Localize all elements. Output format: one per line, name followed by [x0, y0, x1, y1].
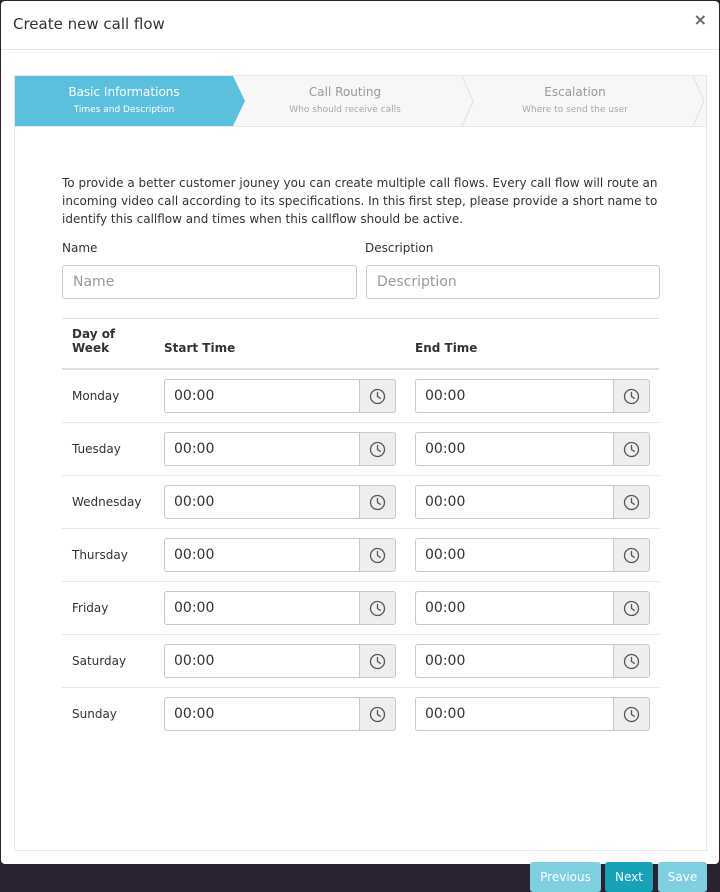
start-time-input[interactable] [164, 697, 359, 731]
schedule-row-sunday [62, 688, 659, 741]
day-cell [62, 688, 164, 741]
modal-header [1, 1, 719, 50]
schedule-row-monday [62, 369, 659, 423]
modal-title: Create new call flow [13, 15, 165, 33]
end-time-input[interactable] [415, 432, 613, 466]
modal-body [14, 75, 707, 884]
day-label: Wednesday [72, 495, 142, 509]
clock-icon [623, 600, 640, 617]
wizard-step-subtitle: Who should receive calls [289, 105, 401, 115]
day-cell [62, 529, 164, 582]
previous-button[interactable]: Previous [530, 862, 601, 892]
day-cell [62, 635, 164, 688]
start-time-picker [164, 591, 415, 625]
end-time-picker [415, 432, 659, 466]
end-time-input[interactable] [415, 697, 613, 731]
start-time-clock-button[interactable] [359, 538, 396, 572]
start-time-clock-button[interactable] [359, 591, 396, 625]
end-time-clock-button[interactable] [613, 644, 650, 678]
wizard-step-call-routing[interactable] [245, 76, 445, 126]
name-input[interactable] [62, 265, 357, 299]
start-time-clock-button[interactable] [359, 644, 396, 678]
clock-icon [623, 494, 640, 511]
wizard-steps [15, 76, 706, 127]
clock-icon [369, 494, 386, 511]
wizard-step-title: Call Routing [308, 85, 382, 99]
end-time-picker [415, 538, 659, 572]
day-header-line1: Day of [72, 327, 116, 341]
clock-icon [369, 600, 386, 617]
day-cell [62, 582, 164, 635]
schedule-row-thursday [62, 529, 659, 582]
start-time-picker [164, 697, 415, 731]
start-time-input[interactable] [164, 485, 359, 519]
start-time-clock-button[interactable] [359, 379, 396, 413]
end-time-picker [415, 591, 659, 625]
end-time-clock-button[interactable] [613, 379, 650, 413]
start-time-clock-button[interactable] [359, 485, 396, 519]
day-label: Saturday [72, 654, 127, 668]
day-label: Friday [72, 601, 109, 615]
start-time-picker [164, 485, 415, 519]
end-time-cell [415, 635, 659, 688]
end-time-picker [415, 697, 659, 731]
start-time-cell [164, 582, 415, 635]
clock-icon [623, 388, 640, 405]
day-cell [62, 369, 164, 423]
wizard-step-title: Escalation [544, 85, 606, 99]
end-time-clock-button[interactable] [613, 485, 650, 519]
schedule-row-friday [62, 582, 659, 635]
wizard-separator-chevron [693, 76, 705, 126]
end-time-picker [415, 379, 659, 413]
clock-icon [623, 653, 640, 670]
end-time-cell [415, 476, 659, 529]
start-time-clock-button[interactable] [359, 432, 396, 466]
clock-icon [369, 388, 386, 405]
end-time-input[interactable] [415, 379, 613, 413]
day-label: Sunday [72, 707, 117, 721]
clock-icon [623, 547, 640, 564]
end-time-clock-button[interactable] [613, 432, 650, 466]
description-input[interactable] [366, 265, 660, 299]
wizard-step-subtitle: Where to send the user [522, 105, 628, 115]
clock-icon [369, 547, 386, 564]
start-time-picker [164, 432, 415, 466]
end-time-cell [415, 423, 659, 476]
end-time-input[interactable] [415, 591, 613, 625]
close-button[interactable]: × [693, 10, 707, 29]
start-time-input[interactable] [164, 591, 359, 625]
wizard-step-escalation[interactable] [475, 76, 675, 126]
end-time-clock-button[interactable] [613, 591, 650, 625]
wizard-step-basic-informations[interactable] [15, 76, 233, 126]
start-time-cell [164, 688, 415, 741]
day-of-week-header [62, 319, 164, 370]
end-time-cell [415, 369, 659, 423]
intro-text: To provide a better customer jouney you can create multiple call flows. Every call flow will route an incoming video call according to its specifications. In this first step, please provide a short name to identify this callflow and times when this callflow should be active. [62, 176, 658, 226]
schedule-row-tuesday [62, 423, 659, 476]
end-time-clock-button[interactable] [613, 538, 650, 572]
next-button[interactable]: Next [605, 862, 653, 892]
day-label: Thursday [72, 548, 128, 562]
schedule-header-row [62, 319, 659, 370]
wizard-step-title: Basic Informations [68, 85, 180, 99]
clock-icon [623, 441, 640, 458]
clock-icon [369, 441, 386, 458]
day-label: Monday [72, 389, 120, 403]
schedule-table [62, 318, 659, 740]
end-time-cell [415, 582, 659, 635]
start-time-input[interactable] [164, 432, 359, 466]
start-time-cell [164, 529, 415, 582]
end-time-input[interactable] [415, 644, 613, 678]
save-button[interactable]: Save [658, 862, 707, 892]
clock-icon [369, 706, 386, 723]
end-time-cell [415, 688, 659, 741]
schedule-row-saturday [62, 635, 659, 688]
start-time-header: Start Time [164, 319, 415, 370]
end-time-header: End Time [415, 319, 659, 370]
day-label: Tuesday [72, 442, 121, 456]
start-time-cell [164, 476, 415, 529]
start-time-input[interactable] [164, 644, 359, 678]
end-time-cell [415, 529, 659, 582]
wizard-active-arrow [233, 76, 245, 126]
start-time-clock-button[interactable] [359, 697, 396, 731]
schedule-row-wednesday [62, 476, 659, 529]
start-time-input[interactable] [164, 538, 359, 572]
end-time-picker [415, 644, 659, 678]
end-time-input[interactable] [415, 538, 613, 572]
start-time-cell [164, 423, 415, 476]
wizard-step-subtitle: Times and Description [73, 105, 175, 115]
end-time-input[interactable] [415, 485, 613, 519]
start-time-picker [164, 379, 415, 413]
start-time-picker [164, 538, 415, 572]
start-time-input[interactable] [164, 379, 359, 413]
end-time-picker [415, 485, 659, 519]
start-time-cell [164, 369, 415, 423]
day-header-line2: Week [72, 341, 110, 355]
start-time-picker [164, 644, 415, 678]
clock-icon [623, 706, 640, 723]
create-call-flow-modal [1, 1, 719, 884]
description-label: Description [365, 241, 434, 255]
wizard-separator-chevron [462, 76, 474, 126]
day-cell [62, 476, 164, 529]
start-time-cell [164, 635, 415, 688]
clock-icon [369, 653, 386, 670]
day-cell [62, 423, 164, 476]
end-time-clock-button[interactable] [613, 697, 650, 731]
name-label: Name [62, 241, 98, 255]
